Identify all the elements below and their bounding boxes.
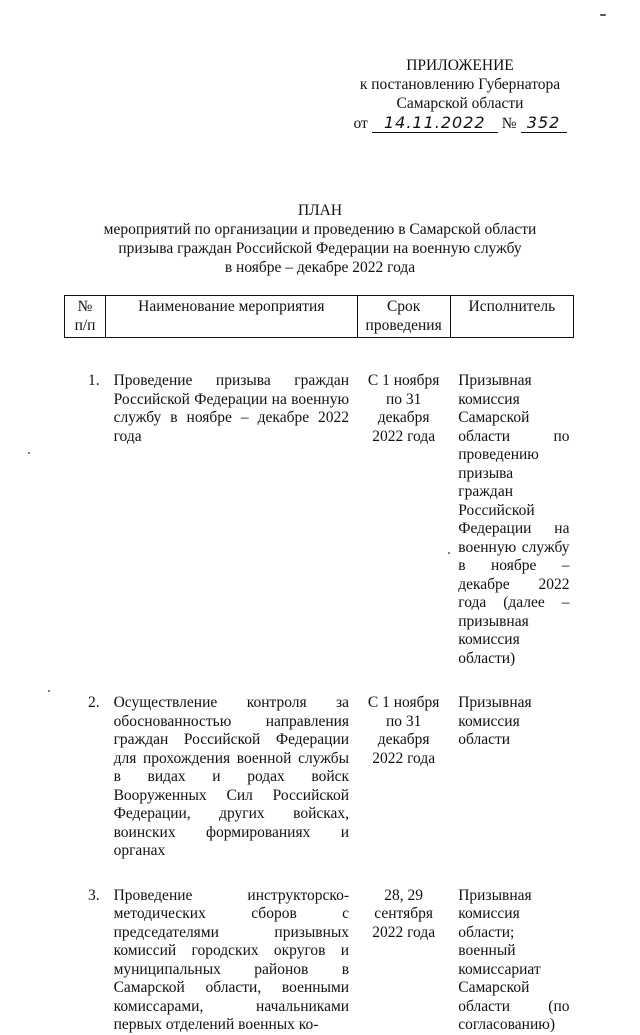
appendix-decree-line: к постановлению Губернатора — [359, 76, 561, 93]
row-executor: Призывная комиссия области; военный комиссариат Самарской области (по согласованию) — [458, 886, 570, 1033]
row-name: Проведение призыва граждан Российской Федерации на военную службу в ноябре – декабре 2022 года — [113, 372, 350, 445]
plan-heading: ПЛАН — [297, 202, 343, 219]
row-term: 28, 29 сентября 2022 года — [372, 886, 436, 941]
row-executor: Призывная комиссия Самарской области по проведению призыва граждан Российской Федерации на военную службу в ноябре – декабре 2022 года (далее – призывная комиссия области) — [458, 372, 570, 667]
row-num: 2. — [87, 694, 100, 711]
header-num: № п/п — [65, 296, 106, 338]
plan-title-line-1: мероприятий по организации и проведению в Самарской области — [103, 221, 537, 238]
table-header-row — [65, 296, 574, 338]
row-term: С 1 ноября по 31 декабря 2022 года — [367, 372, 440, 445]
plan-title-line-2: призыва граждан Российской Федерации на военную службу — [118, 240, 522, 257]
plan-title-line-3: в ноябре – декабре 2022 года — [224, 259, 416, 276]
scan-speck — [600, 14, 606, 16]
header-name: Наименование мероприятия — [106, 296, 357, 338]
table-row — [65, 887, 574, 1035]
row-executor: Призывная комиссия области — [458, 694, 532, 748]
appendix-date-number-line — [353, 113, 566, 133]
appendix-region-line: Самарской области — [396, 95, 524, 112]
number-label: № — [501, 115, 517, 132]
header-term: Срок проведения — [357, 296, 450, 338]
table-row — [65, 694, 574, 861]
from-label: от — [353, 115, 368, 132]
row-num: 3. — [87, 886, 100, 904]
scan-speck — [448, 552, 450, 554]
appendix-heading: ПРИЛОЖЕНИЕ — [406, 57, 514, 74]
header-executor: Исполнитель — [450, 296, 573, 338]
scan-speck — [48, 690, 50, 692]
row-num: 1. — [87, 372, 100, 389]
plan-title-block — [80, 201, 560, 277]
handwritten-number: 352 — [521, 113, 567, 133]
scan-speck — [28, 452, 30, 454]
appendix-block — [340, 56, 580, 133]
plan-table — [64, 295, 574, 1035]
handwritten-date: 14.11.2022 — [372, 113, 498, 133]
row-name: Проведение инструкторско-методических сборов с председателями призывных комиссий городских округов и муниципальных районов в Самарской области, военными комиссарами, начальниками первых отделений военных ко- — [113, 886, 350, 1033]
row-name: Осуществление контроля за обоснованностью направления граждан Российской Федерации для прохождения военной службы в видах и родах войск Вооруженных Сил Российской Федерации, других войсках, воинских формированиях и органах — [113, 694, 350, 859]
table-row — [65, 372, 574, 668]
row-term: С 1 ноября по 31 декабря 2022 года — [367, 694, 440, 767]
